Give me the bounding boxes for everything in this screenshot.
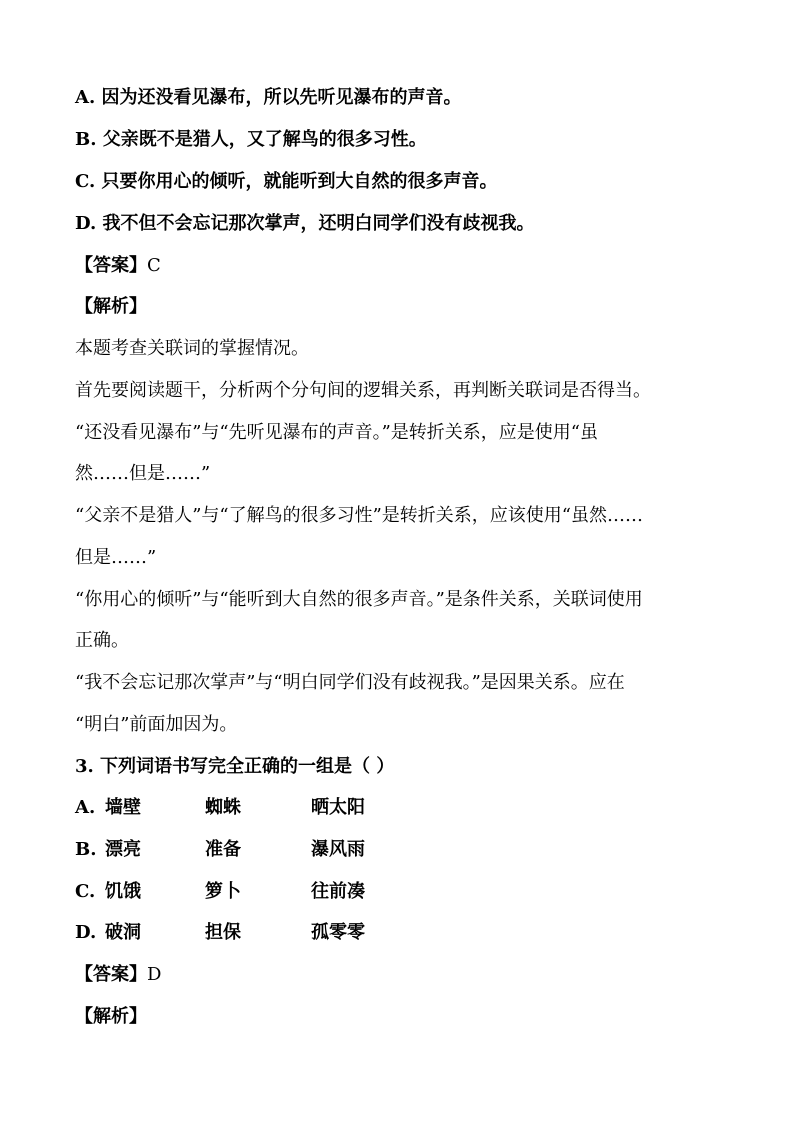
q2-answer-value: C bbox=[147, 255, 161, 276]
q2-analysis-label: 【解析】 bbox=[75, 296, 147, 317]
q3-answer bbox=[75, 963, 161, 987]
q2-analysis-line: “明白”前面加因为。 bbox=[75, 714, 238, 735]
q2-analysis-line: 然……但是……” bbox=[75, 463, 211, 484]
q3-option-letter: C. bbox=[75, 881, 96, 902]
q3-word: 墙壁 bbox=[105, 797, 141, 818]
q2-analysis-line: “我不会忘记那次掌声”与“明白同学们没有歧视我。”是因果关系。应在 bbox=[75, 672, 625, 693]
q3-word: 晒太阳 bbox=[311, 797, 365, 818]
q3-word: 准备 bbox=[205, 839, 241, 860]
q3-option-row bbox=[75, 838, 391, 862]
q3-word: 往前凑 bbox=[311, 881, 365, 902]
q3-option-letter: B. bbox=[75, 839, 97, 860]
q3-word: 担保 bbox=[205, 922, 241, 943]
q3-analysis-label: 【解析】 bbox=[75, 1006, 147, 1027]
q2-option-b: B. 父亲既不是猎人，又了解鸟的很多习性。 bbox=[75, 129, 427, 150]
q2-analysis-line: “还没看见瀑布”与“先听见瀑布的声音。”是转折关系，应是使用“虽 bbox=[75, 422, 599, 443]
q3-answer-label: 【答案】 bbox=[75, 964, 147, 985]
q3-option-row bbox=[75, 880, 391, 904]
q3-word: 瀑风雨 bbox=[311, 839, 365, 860]
q2-analysis-line: “你用心的倾听”与“能听到大自然的很多声音。”是条件关系，关联词使用 bbox=[75, 589, 643, 610]
q3-option-row bbox=[75, 921, 391, 945]
q3-option-letter: A. bbox=[75, 797, 96, 818]
q2-answer-label: 【答案】 bbox=[75, 255, 147, 276]
q3-answer-value: D bbox=[147, 964, 162, 985]
q2-option-a: A. 因为还没看见瀑布，所以先听见瀑布的声音。 bbox=[75, 87, 462, 108]
q3-option-row bbox=[75, 796, 391, 820]
q2-option-d: D. 我不但不会忘记那次掌声，还明白同学们没有歧视我。 bbox=[75, 213, 535, 234]
q2-analysis-line: 本题考查关联词的掌握情况。 bbox=[75, 338, 309, 359]
q3-word: 漂亮 bbox=[105, 839, 141, 860]
q2-option-c: C. 只要你用心的倾听，就能听到大自然的很多声音。 bbox=[75, 171, 498, 192]
q2-analysis-line: 但是……” bbox=[75, 547, 157, 568]
q2-analysis-line: “父亲不是猎人”与“了解鸟的很多习性”是转折关系，应该使用“虽然…… bbox=[75, 505, 644, 526]
q3-word: 饥饿 bbox=[105, 881, 141, 902]
q2-analysis-line: 正确。 bbox=[75, 630, 129, 651]
q3-word: 箩卜 bbox=[205, 881, 241, 902]
q2-answer bbox=[75, 254, 161, 278]
q3-stem: 3. 下列词语书写完全正确的一组是（ ） bbox=[75, 756, 395, 777]
q3-word: 孤零零 bbox=[311, 922, 365, 943]
q3-word: 破洞 bbox=[105, 922, 141, 943]
q2-analysis-line: 首先要阅读题干，分析两个分句间的逻辑关系，再判断关联词是否得当。 bbox=[75, 380, 651, 401]
q3-word: 蜘蛛 bbox=[205, 797, 241, 818]
q3-option-letter: D. bbox=[75, 922, 97, 943]
